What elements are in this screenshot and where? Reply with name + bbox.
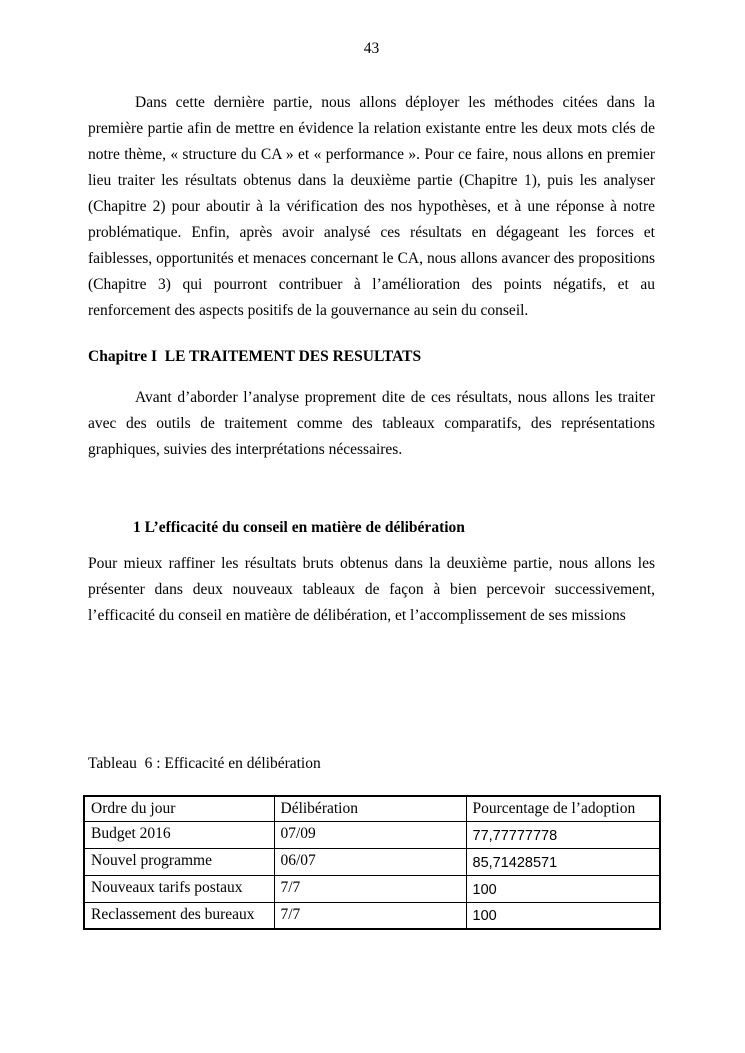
chapter-heading: Chapitre I LE TRAITEMENT DES RESULTATS [88,348,422,365]
table-row [84,848,660,875]
table-caption: Tableau 6 : Efficacité en délibération [88,755,321,772]
table-row [84,902,660,929]
page-content [0,36,745,930]
cell-percentage: 100 [466,875,660,902]
paragraph-intro: Dans cette dernière partie, nous allons déployer les méthodes citées dans la première partie afin de mettre en évidence la relation existante entre les deux mots clés de notre thème, « structure du CA » et « performance ». Pour ce faire, nous allons en premier lieu traiter les résultats obtenus dans la deuxième partie (Chapitre 1), puis les analyser (Chapitre 2) pour aboutir à la vérification des nos hypothèses, et à une réponse à notre problématique. Enfin, après avoir analysé ces résultats en dégageant les forces et faiblesses, opportunités et menaces concernant le CA, nous allons avancer des propositions (Chapitre 3) qui pourront contribuer à l’amélioration des points négatifs, et au renforcement des aspects positifs de la gouvernance au sein du conseil. [88,94,655,319]
cell-percentage: 100 [466,902,660,929]
header-ordre-du-jour: Ordre du jour [84,796,274,821]
section-heading: 1 L’efficacité du conseil en matière de délibération [133,519,465,536]
table-row [84,821,660,848]
paragraph-treatment: Avant d’aborder l’analyse proprement dite de ces résultats, nous allons les traiter avec des outils de traitement comme des tableaux comparatifs, des représentations graphiques, suivies des interprétations nécessaires. [88,389,655,458]
table-body [84,821,660,929]
page-number: 43 [363,40,380,57]
cell-deliberation: 06/07 [274,848,466,875]
table-row [84,875,660,902]
header-pourcentage: Pourcentage de l’adoption [466,796,660,821]
cell-agenda: Budget 2016 [84,821,274,848]
header-deliberation: Délibération [274,796,466,821]
cell-deliberation: 7/7 [274,875,466,902]
cell-agenda: Reclassement des bureaux [84,902,274,929]
cell-deliberation: 7/7 [274,902,466,929]
cell-percentage: 85,71428571 [466,848,660,875]
cell-agenda: Nouveaux tarifs postaux [84,875,274,902]
cell-percentage: 77,77777778 [466,821,660,848]
cell-agenda: Nouvel programme [84,848,274,875]
cell-deliberation: 07/09 [274,821,466,848]
deliberation-table [83,795,661,930]
table-header-row [84,796,660,821]
table-header [84,796,660,821]
paragraph-refine: Pour mieux raffiner les résultats bruts obtenus dans la deuxième partie, nous allons les présenter dans deux nouveaux tableaux de façon à bien percevoir successivement, l’efficacité du conseil en matière de délibération, et l’accomplissement de ses missions [88,555,655,624]
